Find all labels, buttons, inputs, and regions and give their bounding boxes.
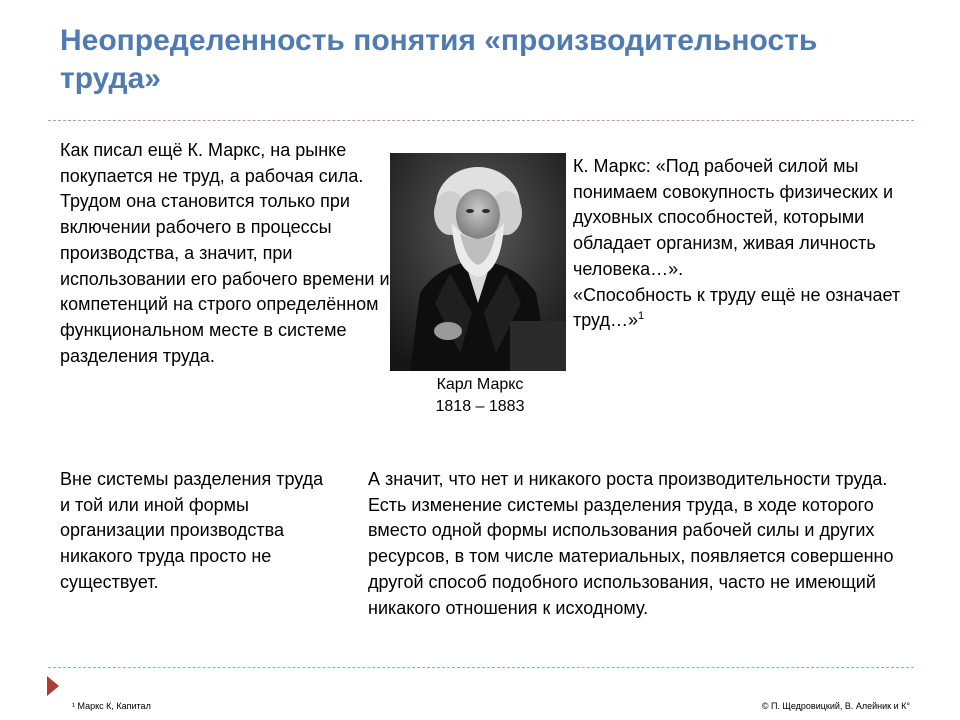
marx-quote-2 [573, 283, 925, 334]
marx-quote-2-text: «Способность к труду ещё не означает труд…» [573, 284, 901, 331]
footnote: ¹ Маркс К, Капитал [72, 701, 151, 711]
copyright: © П. Щедровицкий, В. Алейник и К° [761, 701, 910, 711]
marx-quote-block [573, 154, 925, 334]
slide-title: Неопределенность понятия «производительность труда» [60, 24, 818, 95]
triangle-right-icon[interactable] [47, 676, 59, 696]
right-bottom-paragraph: А значит, что нет и никакого роста производительности труда. Есть изменение системы разделения труда, в ходе которого вместо одной формы использования рабочей силы и других ресурсов, в том числе материальных, появляется совершенно другой способ подобного использования, часто не имеющий никакого отношения к исходному. [368, 469, 894, 618]
left-bottom-paragraph: Вне системы разделения труда и той или иной формы организации производства никакого труда просто не существует. [60, 469, 324, 592]
footnote-reference: 1 [637, 310, 645, 323]
left-top-paragraph: Как писал ещё К. Маркс, на рынке покупается не труд, а рабочая сила. Трудом она становится только при включении рабочего в процессы производства, а значит, при использовании его рабочего времени и компетенций на строго определённом функциональном месте в системе разделения труда. [60, 140, 390, 366]
caption-years: 1818 – 1883 [435, 398, 525, 415]
caption-name: Карл Маркс [436, 376, 524, 393]
marx-portrait [390, 153, 566, 371]
portrait-caption [390, 374, 570, 418]
bottom-divider [48, 667, 914, 668]
marx-quote-1: К. Маркс: «Под рабочей силой мы понимаем совокупность физических и духовных способностей, которыми обладает организм, живая личность человека…». [573, 156, 894, 279]
top-divider [48, 120, 914, 121]
